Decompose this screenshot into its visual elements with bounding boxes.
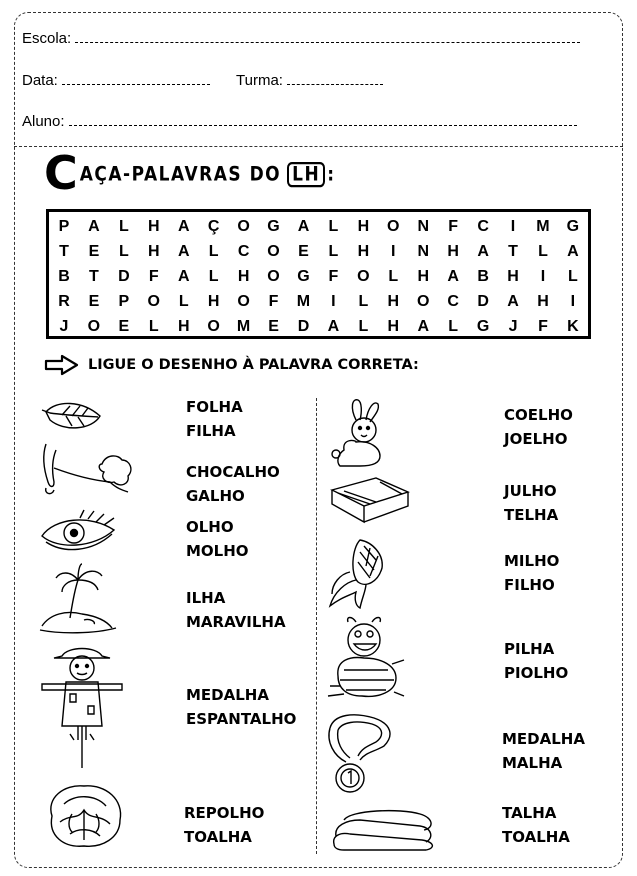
word-option[interactable]: MOLHO — [186, 542, 249, 560]
grid-cell[interactable]: L — [118, 243, 129, 260]
word-option-group — [186, 395, 243, 443]
grid-cell[interactable]: H — [387, 293, 400, 310]
grid-cell[interactable]: L — [328, 218, 339, 235]
word-option[interactable]: FILHO — [504, 576, 555, 594]
grid-cell[interactable]: O — [237, 293, 250, 310]
grid-cell[interactable]: T — [508, 243, 518, 260]
grid-cell[interactable]: O — [387, 218, 400, 235]
word-option[interactable]: PIOLHO — [504, 664, 569, 682]
grid-cell[interactable]: K — [567, 318, 579, 335]
word-option-group — [186, 515, 249, 563]
grid-cell[interactable]: L — [568, 268, 578, 285]
grid-cell[interactable]: H — [507, 268, 519, 285]
grid-cell[interactable]: P — [118, 293, 130, 310]
grid-row — [49, 318, 588, 336]
grid-row — [49, 243, 588, 261]
class-line[interactable] — [287, 84, 383, 85]
grid-cell[interactable]: E — [298, 243, 309, 260]
grid-cell[interactable]: N — [417, 243, 429, 260]
word-option-group — [504, 637, 568, 685]
student-line[interactable] — [69, 125, 577, 126]
word-option-group — [186, 683, 296, 731]
grid-cell[interactable]: L — [358, 293, 369, 310]
grid-cell[interactable]: L — [178, 293, 189, 310]
grid-cell[interactable]: O — [267, 243, 280, 260]
school-line[interactable] — [75, 42, 580, 43]
grid-cell[interactable]: H — [357, 243, 370, 260]
grid-cell[interactable]: B — [477, 268, 489, 285]
word-option[interactable]: OLHO — [186, 518, 234, 536]
word-option[interactable]: TOALHA — [502, 828, 570, 846]
grid-cell[interactable]: H — [207, 293, 220, 310]
branch-icon[interactable] — [40, 440, 136, 500]
grid-cell[interactable]: G — [476, 318, 490, 335]
word-option[interactable]: GALHO — [186, 487, 245, 505]
grid-row — [49, 268, 588, 286]
grid-cell[interactable]: A — [177, 218, 190, 235]
grid-cell[interactable]: H — [537, 293, 549, 310]
eye-icon[interactable] — [40, 510, 120, 556]
word-option[interactable]: TOALHA — [184, 828, 252, 846]
grid-cell[interactable]: D — [118, 268, 130, 285]
grid-cell[interactable]: L — [208, 268, 219, 285]
word-option-group — [186, 460, 280, 508]
word-option[interactable]: JOELHO — [504, 430, 568, 448]
word-option-group — [504, 549, 559, 597]
leaf-icon[interactable] — [42, 398, 106, 434]
word-option-group — [504, 403, 573, 451]
grid-cell[interactable]: T — [89, 268, 99, 285]
class-field[interactable] — [236, 72, 383, 89]
word-option[interactable]: MEDALHA — [502, 730, 585, 748]
grid-cell[interactable]: I — [540, 268, 546, 285]
grid-cell[interactable]: A — [417, 318, 429, 335]
student-label: Aluno: — [22, 113, 65, 130]
word-option[interactable]: FOLHA — [186, 398, 243, 416]
grid-cell[interactable]: I — [391, 243, 396, 260]
grid-cell[interactable]: H — [148, 243, 160, 260]
word-option[interactable]: ESPANTALHO — [186, 710, 297, 728]
grid-cell[interactable]: O — [237, 218, 250, 235]
grid-cell[interactable]: F — [538, 318, 548, 335]
grid-cell[interactable]: O — [357, 268, 370, 285]
word-option-group — [504, 479, 558, 527]
word-option[interactable]: MARAVILHA — [186, 613, 286, 631]
word-option[interactable]: FILHA — [186, 422, 236, 440]
grid-cell[interactable]: G — [267, 218, 280, 235]
grid-cell[interactable]: P — [58, 218, 70, 235]
grid-cell[interactable]: N — [417, 218, 429, 235]
grid-cell[interactable]: F — [448, 218, 459, 235]
grid-cell[interactable]: H — [177, 318, 190, 335]
word-option[interactable]: CHOCALHO — [186, 463, 280, 481]
word-option[interactable]: JULHO — [504, 482, 557, 500]
corn-icon[interactable] — [326, 536, 392, 610]
word-option-group — [184, 801, 264, 849]
grid-cell[interactable]: T — [59, 243, 69, 260]
grid-cell[interactable]: F — [268, 293, 279, 310]
word-option[interactable]: REPOLHO — [184, 804, 265, 822]
word-search-grid — [46, 209, 591, 339]
grid-cell[interactable]: D — [297, 318, 310, 335]
title-text: AÇA-PALAVRAS DO — [79, 163, 282, 187]
island-icon[interactable] — [40, 562, 116, 634]
word-option-group — [502, 727, 585, 775]
roof-tile-icon[interactable] — [330, 476, 410, 526]
grid-cell[interactable]: O — [147, 293, 160, 310]
grid-cell[interactable]: A — [297, 218, 310, 235]
grid-cell[interactable]: C — [477, 218, 489, 235]
medal-icon[interactable] — [324, 712, 396, 798]
word-option[interactable]: PILHA — [504, 640, 555, 658]
grid-cell[interactable]: I — [331, 293, 336, 310]
grid-cell[interactable]: L — [328, 243, 339, 260]
word-option-group — [186, 586, 286, 634]
grid-cell[interactable]: L — [538, 243, 548, 260]
grid-cell[interactable]: A — [177, 243, 190, 260]
title-suffix: : — [327, 163, 336, 187]
date-line[interactable] — [62, 84, 210, 85]
grid-cell[interactable]: L — [358, 318, 369, 335]
grid-cell[interactable]: H — [447, 243, 459, 260]
grid-cell[interactable]: I — [570, 293, 576, 310]
grid-cell[interactable]: F — [148, 268, 159, 285]
scarecrow-icon[interactable] — [40, 644, 124, 770]
grid-cell[interactable]: L — [148, 318, 159, 335]
grid-cell[interactable]: H — [357, 218, 370, 235]
grid-row — [49, 293, 588, 311]
word-option[interactable]: TELHA — [504, 506, 559, 524]
word-option[interactable]: TALHA — [502, 804, 557, 822]
louse-icon[interactable] — [326, 614, 406, 702]
grid-cell[interactable]: L — [208, 243, 219, 260]
grid-cell[interactable]: O — [416, 293, 430, 310]
instruction — [44, 354, 419, 376]
cabbage-icon[interactable] — [44, 780, 126, 850]
grid-cell[interactable]: E — [88, 293, 100, 310]
school-field[interactable] — [22, 30, 580, 47]
grid-cell[interactable]: H — [387, 318, 400, 335]
grid-cell[interactable]: C — [447, 293, 459, 310]
grid-cell[interactable]: A — [88, 218, 100, 235]
word-option[interactable]: MALHA — [502, 754, 563, 772]
grid-cell[interactable]: A — [477, 243, 489, 260]
grid-cell[interactable]: B — [58, 268, 70, 285]
grid-cell[interactable]: A — [507, 293, 519, 310]
grid-cell[interactable]: A — [567, 243, 579, 260]
title-big-letter: C — [44, 146, 78, 200]
column-divider — [316, 398, 317, 854]
header-separator — [14, 146, 623, 147]
word-option[interactable]: MEDALHA — [186, 686, 269, 704]
school-label: Escola: — [22, 30, 72, 47]
grid-cell[interactable]: E — [268, 318, 279, 335]
grid-cell[interactable]: A — [447, 268, 459, 285]
grid-cell[interactable]: A — [177, 268, 190, 285]
grid-cell[interactable]: H — [417, 268, 429, 285]
grid-cell[interactable]: H — [237, 268, 250, 285]
grid-cell[interactable]: M — [236, 318, 251, 335]
grid-cell[interactable]: R — [58, 293, 70, 310]
grid-cell[interactable]: O — [87, 318, 101, 335]
grid-cell[interactable]: L — [388, 268, 399, 285]
word-option[interactable]: COELHO — [504, 406, 573, 424]
page-title — [44, 146, 336, 200]
date-field[interactable] — [22, 72, 210, 89]
grid-cell[interactable]: O — [207, 318, 220, 335]
grid-cell[interactable]: L — [448, 318, 459, 335]
grid-cell[interactable]: D — [477, 293, 489, 310]
grid-cell[interactable]: L — [118, 218, 129, 235]
instruction-text: LIGUE O DESENHO À PALAVRA CORRETA: — [88, 357, 419, 373]
grid-cell[interactable]: G — [297, 268, 310, 285]
grid-cell[interactable]: C — [237, 243, 250, 260]
grid-cell[interactable]: F — [328, 268, 339, 285]
grid-cell[interactable]: A — [327, 318, 340, 335]
grid-cell[interactable]: O — [267, 268, 280, 285]
word-option[interactable]: ILHA — [186, 589, 226, 607]
arrow-right-icon — [44, 354, 80, 376]
title-lh-box: LH — [287, 162, 325, 187]
grid-cell[interactable]: E — [88, 243, 100, 260]
grid-cell[interactable]: Ç — [207, 218, 220, 235]
grid-cell[interactable]: G — [566, 218, 580, 235]
towel-icon[interactable] — [330, 806, 438, 852]
word-option-group — [502, 801, 570, 849]
grid-cell[interactable]: E — [118, 318, 130, 335]
date-label: Data: — [22, 72, 58, 89]
student-field[interactable] — [22, 113, 577, 130]
class-label: Turma: — [236, 72, 283, 89]
grid-cell[interactable]: J — [508, 318, 518, 335]
grid-cell[interactable]: M — [296, 293, 311, 310]
grid-cell[interactable]: J — [59, 318, 69, 335]
grid-row — [49, 218, 588, 236]
grid-cell[interactable]: M — [536, 218, 550, 235]
word-option[interactable]: MILHO — [504, 552, 560, 570]
grid-cell[interactable]: H — [148, 218, 160, 235]
rabbit-icon[interactable] — [330, 398, 392, 468]
grid-cell[interactable]: I — [510, 218, 516, 235]
